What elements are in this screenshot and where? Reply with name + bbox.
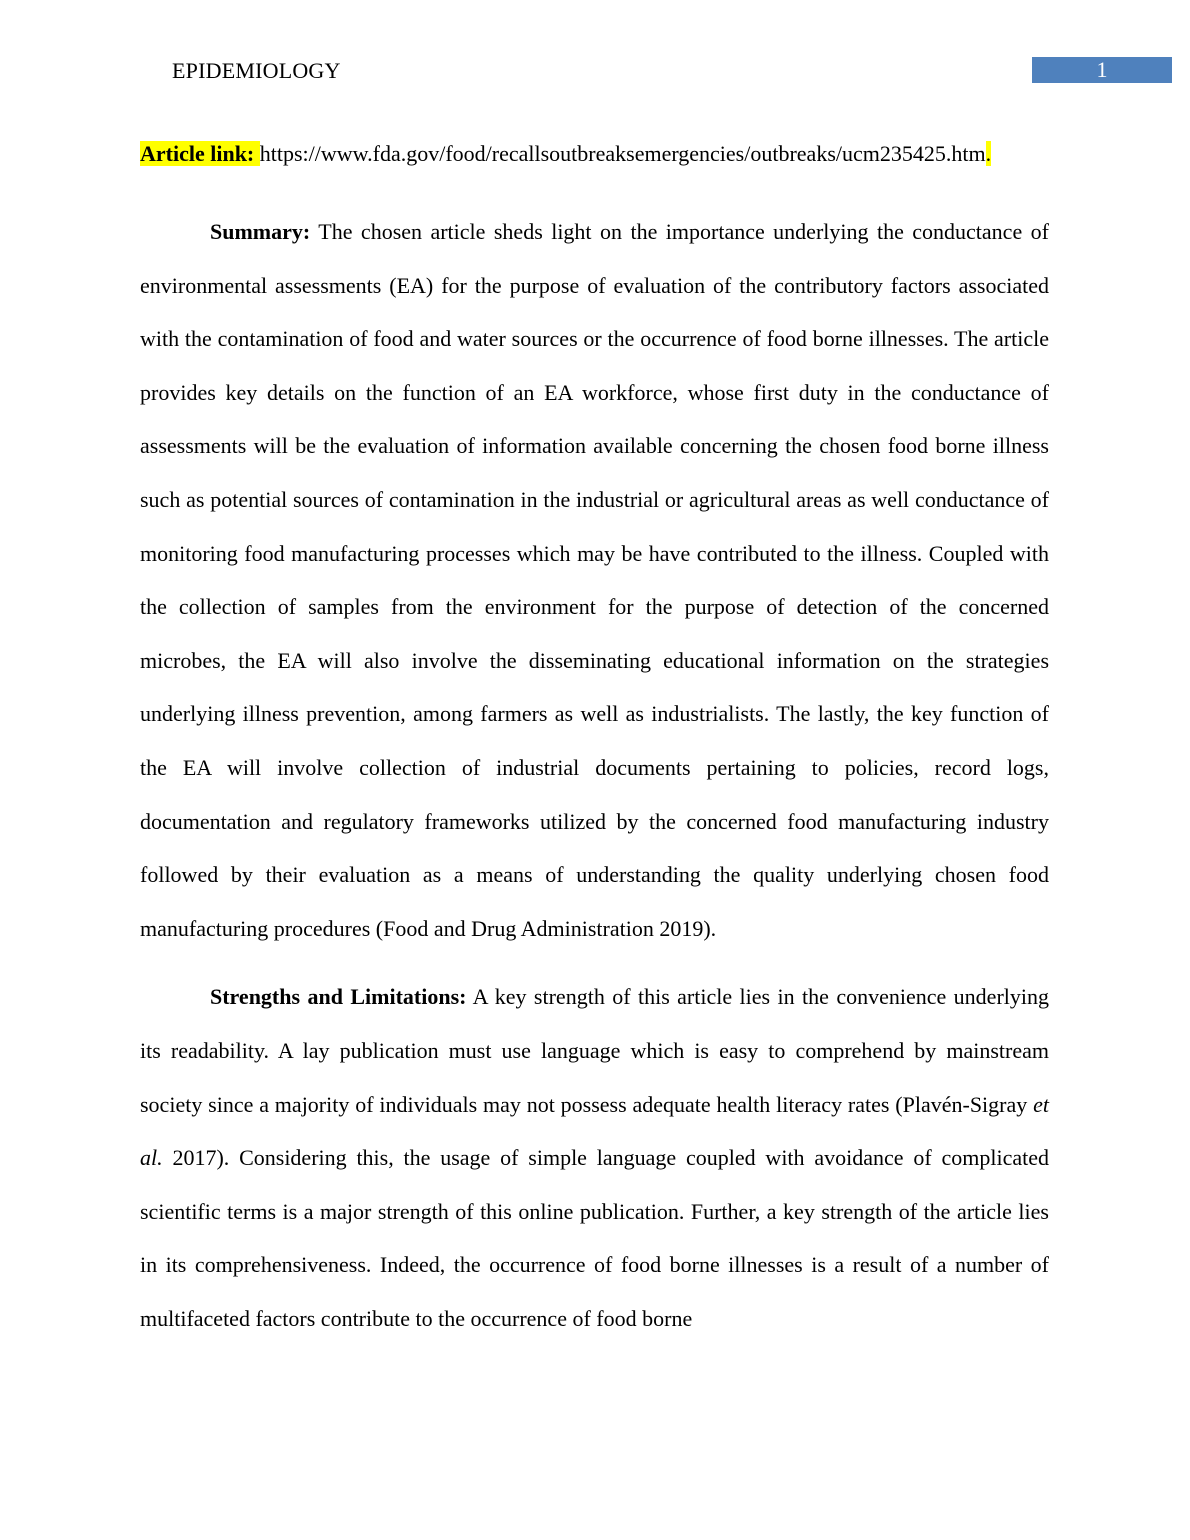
summary-paragraph (140, 205, 1049, 955)
summary-text: The chosen article sheds light on the importance underlying the conductance of environmental assessments (EA) for the purpose of evaluation of the contributory factors associated with the contamination of food and water sources or the occurrence of food borne illnesses. The article provides key details on the function of an EA workforce, whose first duty in the conductance of assessments will be the evaluation of information available concerning the chosen food borne illness such as potential sources of contamination in the industrial or agricultural areas as well conductance of monitoring food manufacturing processes which may be have contributed to the illness. Coupled with the collection of samples from the environment for the purpose of detection of the concerned microbes, the EA will also involve the disseminating educational information on the strategies underlying illness prevention, among farmers as well as industrialists. The lastly, the key function of the EA will involve collection of industrial documents pertaining to policies, record logs, documentation and regulatory frameworks utilized by the concerned food manufacturing industry followed by their evaluation as a means of understanding the quality underlying chosen food manufacturing procedures (Food and Drug Administration 2019). (140, 219, 1049, 941)
article-link-url[interactable]: https://www.fda.gov/food/recallsoutbreaksemergencies/outbreaks/ucm235425.htm (259, 141, 986, 166)
strengths-paragraph (140, 970, 1049, 1345)
running-header-title: EPIDEMIOLOGY (172, 58, 341, 83)
article-link-line (140, 136, 1049, 172)
summary-heading: Summary: (210, 219, 311, 244)
document-body (140, 136, 1049, 1345)
article-link-label: Article link: (140, 141, 260, 166)
strengths-et-al: et al. (140, 1091, 1049, 1171)
strengths-text-part-2: 2017). Considering this, the usage of simple language coupled with avoidance of complicated scientific terms is a major strength of this online publication. Further, a key strength of the article lies in its comprehensiveness. Indeed, the occurrence of food borne illnesses is a result of a number of multifaceted factors contribute to the occurrence of food borne (140, 1145, 1049, 1331)
strengths-text-part-1: A key strength of this article lies in the convenience underlying its readability. A lay publication must use language which is easy to comprehend by mainstream society since a majority of individuals may not possess adequate health literacy rates (Plavén-Sigray (140, 984, 1049, 1117)
page-number: 1 (1032, 57, 1172, 83)
article-link-trailing-period: . (985, 141, 992, 166)
strengths-heading: Strengths and Limitations: (210, 984, 467, 1010)
